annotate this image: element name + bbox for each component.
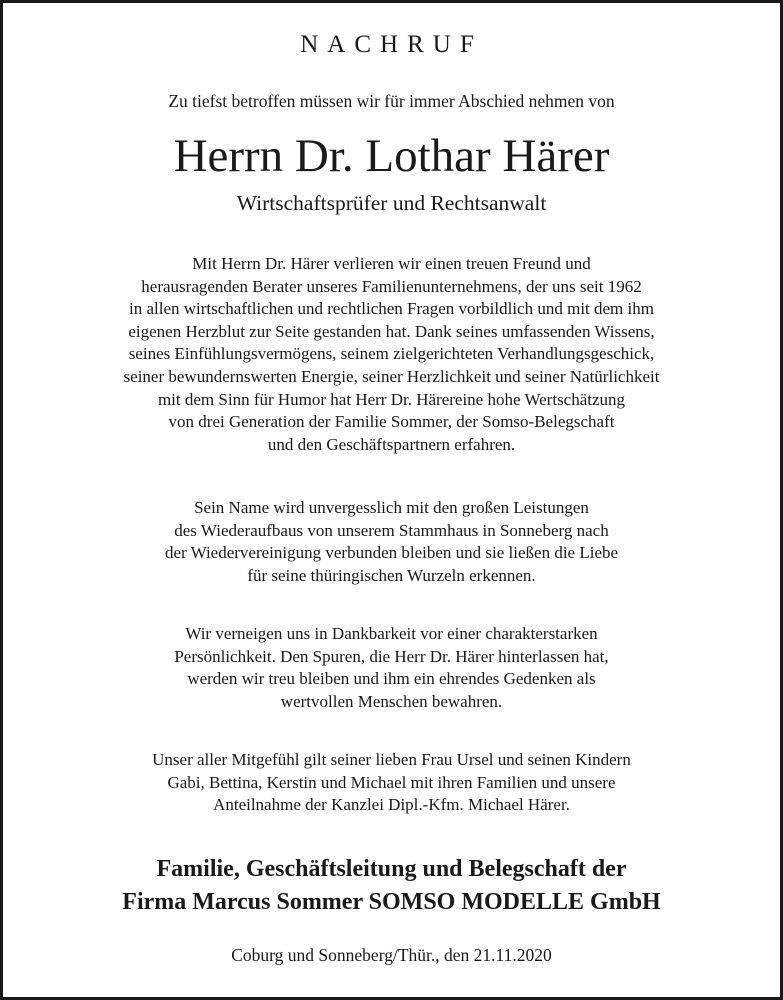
- paragraph-line: seines Einfühlungsvermögens, seinem zielgerichteten Verhandlungsgeschick,: [128, 344, 655, 364]
- paragraph-2: [3, 497, 780, 587]
- paragraph-line: mit dem Sinn für Humor hat Herr Dr. Härereine hohe Wertschätzung: [157, 389, 626, 409]
- paragraph-line: der Wiedervereinigung verbunden bleiben und sie ließen die Liebe: [164, 543, 619, 563]
- paragraph-1: [3, 253, 780, 456]
- paragraph-line: Mit Herrn Dr. Härer verlieren wir einen treuen Freund und: [192, 254, 591, 273]
- paragraph-line: werden wir treu bleiben und ihm ein ehrendes Gedenken als: [187, 669, 596, 689]
- place-date: Coburg und Sonneberg/Thür., den 21.11.2020: [231, 945, 552, 965]
- paragraph-line: in allen wirtschaftlichen und rechtlichen Fragen vorbildlich und mit dem ihm: [129, 299, 654, 319]
- signature-line: Firma Marcus Sommer SOMSO MODELLE GmbH: [122, 889, 661, 915]
- profession: Wirtschaftsprüfer und Rechtsanwalt: [236, 191, 547, 215]
- paragraph-line: seiner bewundernswerten Energie, seiner Herzlichkeit und seiner Natürlichkeit: [123, 366, 660, 386]
- paragraph-line: eigenen Herzblut zur Seite gestanden hat. Dank seines umfassenden Wissens,: [128, 321, 655, 341]
- intro-line: Zu tiefst betroffen müssen wir für immer Abschied nehmen von: [168, 91, 615, 111]
- signature-line: Familie, Geschäftsleitung und Belegschaft der: [156, 856, 627, 882]
- paragraph-line: und den Geschäftspartnern erfahren.: [267, 434, 516, 454]
- notice-title: NACHRUF: [300, 31, 483, 58]
- paragraph-line: herausragenden Berater unseres Familienunternehmens, der uns seit 1962: [141, 276, 642, 296]
- paragraph-line: wertvollen Menschen bewahren.: [280, 691, 503, 711]
- paragraph-4: [3, 749, 780, 817]
- paragraph-line: Anteilnahme der Kanzlei Dipl.-Kfm. Michael Härer.: [213, 795, 570, 815]
- signature: [3, 853, 780, 919]
- paragraph-line: von drei Generation der Familie Sommer, der Somso-Belegschaft: [168, 412, 615, 432]
- deceased-name: Herrn Dr. Lothar Härer: [173, 130, 610, 182]
- paragraph-3: [3, 623, 780, 713]
- paragraph-line: für seine thüringischen Wurzeln erkennen.: [247, 565, 536, 585]
- paragraph-line: Unser aller Mitgefühl gilt seiner lieben Frau Ursel und seinen Kindern: [152, 750, 631, 769]
- paragraph-line: des Wiederaufbaus von unserem Stammhaus in Sonneberg nach: [174, 520, 609, 540]
- paragraph-line: Wir verneigen uns in Dankbarkeit vor einer charakterstarken: [185, 624, 598, 643]
- paragraph-line: Gabi, Bettina, Kerstin und Michael mit ihren Familien und unsere: [167, 772, 616, 792]
- paragraph-line: Sein Name wird unvergesslich mit den großen Leistungen: [194, 498, 589, 517]
- paragraph-line: Persönlichkeit. Den Spuren, die Herr Dr. Härer hinterlassen hat,: [174, 646, 609, 666]
